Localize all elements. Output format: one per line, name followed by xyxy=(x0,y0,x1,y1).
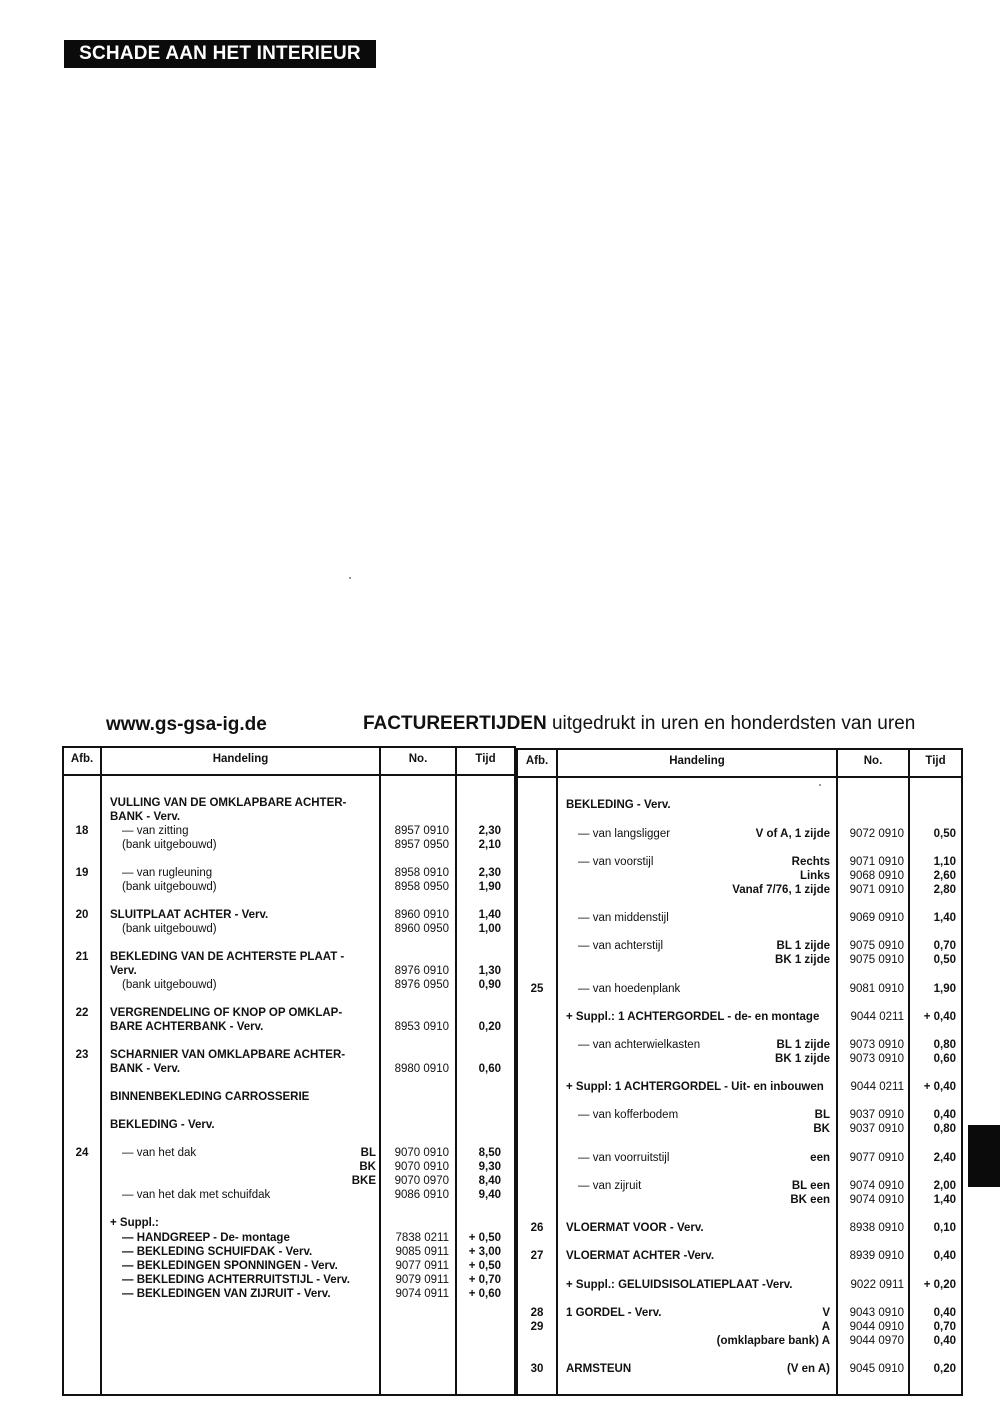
part-number: 9068 0910 xyxy=(849,870,904,882)
operation-text: — BEKLEDINGEN SPONNINGEN - Verv. xyxy=(122,1260,338,1272)
operation-text: — van rugleuning xyxy=(122,867,213,879)
time-value: 0,70 xyxy=(933,1321,956,1333)
operation-text: — van langsligger xyxy=(578,828,671,840)
header-no: No. xyxy=(863,755,883,767)
headline-bold: FACTUREERTIJDEN xyxy=(363,713,547,734)
part-number: 9022 0911 xyxy=(850,1279,904,1291)
time-value: 1,40 xyxy=(933,1194,956,1206)
time-value: + 0,70 xyxy=(468,1274,501,1286)
part-number: 9044 0970 xyxy=(849,1335,904,1347)
part-number: 8980 0910 xyxy=(394,1063,449,1075)
time-value: 1,00 xyxy=(478,923,501,935)
operation-qualifier: Links xyxy=(799,870,830,882)
operation-qualifier: BK xyxy=(359,1161,376,1173)
figure-number: 21 xyxy=(75,951,89,963)
part-number: 9044 0211 xyxy=(850,1081,904,1093)
operation-text: (bank uitgebouwd) xyxy=(122,839,217,851)
operation-text: BINNENBEKLEDING CARROSSERIE xyxy=(110,1091,310,1103)
operation-text: BEKLEDING - Verv. xyxy=(566,799,671,811)
time-value: 0,40 xyxy=(933,1335,956,1347)
operation-text: VLOERMAT ACHTER -Verv. xyxy=(566,1250,715,1262)
time-value: 1,90 xyxy=(478,881,501,893)
header-tijd: Tijd xyxy=(925,755,946,767)
part-number: 9070 0970 xyxy=(394,1175,449,1187)
operation-qualifier: een xyxy=(810,1152,830,1164)
part-number: 9037 0910 xyxy=(849,1109,904,1121)
operation-text: BANK - Verv. xyxy=(110,1063,181,1075)
operation-text: BANK - Verv. xyxy=(110,811,181,823)
time-value: 0,80 xyxy=(933,1039,956,1051)
operation-text: SCHARNIER VAN OMKLAPBARE ACHTER- xyxy=(110,1049,346,1061)
operation-text: — van zitting xyxy=(122,825,189,837)
part-number: 9077 0911 xyxy=(395,1260,449,1272)
column-divider xyxy=(100,748,102,1394)
operation-text: — van achterstijl xyxy=(578,940,664,952)
time-value: 0,90 xyxy=(478,979,501,991)
operation-text: — van middenstijl xyxy=(578,912,669,924)
part-number: 9071 0910 xyxy=(849,856,904,868)
figure-number: 26 xyxy=(530,1222,544,1234)
time-value: 1,40 xyxy=(478,909,501,921)
operation-text: BEKLEDING VAN DE ACHTERSTE PLAAT - xyxy=(110,951,345,963)
header-afb: Afb. xyxy=(70,753,94,765)
header-tijd: Tijd xyxy=(475,753,496,765)
time-value: 8,50 xyxy=(478,1147,501,1159)
part-number: 9077 0910 xyxy=(849,1152,904,1164)
part-number: 8976 0910 xyxy=(394,965,449,977)
time-value: + 0,50 xyxy=(468,1232,501,1244)
time-value: 0,60 xyxy=(478,1063,501,1075)
part-number: 9075 0910 xyxy=(849,940,904,952)
time-value: 2,40 xyxy=(933,1152,956,1164)
operation-text: — van het dak xyxy=(122,1147,197,1159)
time-value: 2,60 xyxy=(933,870,956,882)
time-value: + 3,00 xyxy=(468,1246,501,1258)
time-value: 1,30 xyxy=(478,965,501,977)
operation-text: + Suppl: 1 ACHTERGORDEL - Uit- en inbouwen xyxy=(566,1081,824,1093)
operation-qualifier: (V en A) xyxy=(786,1363,830,1375)
operation-qualifier: BL een xyxy=(791,1180,830,1192)
operation-text: — van zijruit xyxy=(578,1180,642,1192)
part-number: 9085 0911 xyxy=(395,1246,449,1258)
time-value: 1,40 xyxy=(933,912,956,924)
page-edge-tab xyxy=(968,1125,1000,1187)
time-value: 2,30 xyxy=(478,867,501,879)
headline-rest: uitgedrukt in uren en honderdsten van uren xyxy=(546,713,916,734)
time-value: 2,10 xyxy=(478,839,501,851)
operation-qualifier: Rechts xyxy=(791,856,830,868)
part-number: 7838 0211 xyxy=(395,1232,449,1244)
part-number: 9037 0910 xyxy=(849,1123,904,1135)
time-value: 1,10 xyxy=(933,856,956,868)
header-handeling: Handeling xyxy=(669,755,725,767)
time-value: 1,90 xyxy=(933,983,956,995)
operation-qualifier: BL 1 zijde xyxy=(776,940,830,952)
operation-text: — BEKLEDING SCHUIFDAK - Verv. xyxy=(122,1246,313,1258)
headline xyxy=(363,713,915,735)
operation-qualifier: BK 1 zijde xyxy=(775,954,830,966)
column-divider xyxy=(908,750,910,1394)
part-number: 8976 0950 xyxy=(394,979,449,991)
operation-text: — van het dak met schuifdak xyxy=(122,1189,271,1201)
column-divider xyxy=(556,750,558,1394)
operation-text: + Suppl.: GELUIDSISOLATIEPLAAT -Verv. xyxy=(566,1279,793,1291)
operation-text: (bank uitgebouwd) xyxy=(122,923,217,935)
operation-qualifier: BKE xyxy=(351,1175,376,1187)
part-number: 9043 0910 xyxy=(849,1307,904,1319)
part-number: 9073 0910 xyxy=(849,1053,904,1065)
time-value: 0,40 xyxy=(933,1307,956,1319)
figure-number: 27 xyxy=(530,1250,544,1262)
operation-text: ARMSTEUN xyxy=(566,1363,632,1375)
time-value: 0,40 xyxy=(933,1109,956,1121)
part-number: 8938 0910 xyxy=(849,1222,904,1234)
time-value: 2,30 xyxy=(478,825,501,837)
figure-number: 23 xyxy=(75,1049,89,1061)
time-value: + 0,40 xyxy=(923,1081,956,1093)
time-value: 0,50 xyxy=(933,954,956,966)
part-number: 9079 0911 xyxy=(395,1274,449,1286)
time-value: 0,20 xyxy=(478,1021,501,1033)
figure-number: 19 xyxy=(75,867,89,879)
time-value: 9,40 xyxy=(478,1189,501,1201)
operation-text: — BEKLEDING ACHTERRUITSTIJL - Verv. xyxy=(122,1274,350,1286)
operation-text: (bank uitgebouwd) xyxy=(122,979,217,991)
time-value: + 0,40 xyxy=(923,1011,956,1023)
part-number: 9074 0910 xyxy=(849,1180,904,1192)
website-url: www.gs-gsa-ig.de xyxy=(106,714,267,735)
figure-number: 25 xyxy=(530,983,544,995)
part-number: 8958 0910 xyxy=(394,867,449,879)
time-value: 0,10 xyxy=(933,1222,956,1234)
figure-number: 24 xyxy=(75,1147,89,1159)
time-value: 0,20 xyxy=(933,1363,956,1375)
time-value: 8,40 xyxy=(478,1175,501,1187)
operation-qualifier: BL 1 zijde xyxy=(776,1039,830,1051)
part-number: 9081 0910 xyxy=(849,983,904,995)
part-number: 9070 0910 xyxy=(394,1147,449,1159)
operation-qualifier: BK xyxy=(813,1123,830,1135)
operation-text: + Suppl.: 1 ACHTERGORDEL - de- en montage xyxy=(566,1011,820,1023)
header-afb: Afb. xyxy=(525,755,549,767)
time-value: + 0,50 xyxy=(468,1260,501,1272)
time-value: 0,40 xyxy=(933,1250,956,1262)
operation-qualifier: BL xyxy=(360,1147,376,1159)
operation-text: (bank uitgebouwd) xyxy=(122,881,217,893)
operation-qualifier: (omklapbare bank) A xyxy=(716,1335,830,1347)
time-value: + 0,60 xyxy=(468,1288,501,1300)
header-no: No. xyxy=(408,753,428,765)
part-number: 9072 0910 xyxy=(849,828,904,840)
operation-qualifier: Vanaf 7/76, 1 zijde xyxy=(732,884,830,896)
left-invoice-table xyxy=(62,746,516,1396)
operation-qualifier: BL xyxy=(814,1109,830,1121)
operation-text: SLUITPLAAT ACHTER - Verv. xyxy=(110,909,269,921)
figure-number: 22 xyxy=(75,1007,89,1019)
operation-text: — van kofferbodem xyxy=(578,1109,679,1121)
figure-number: 30 xyxy=(530,1363,544,1375)
operation-text: VLOERMAT VOOR - Verv. xyxy=(566,1222,704,1234)
operation-text: + Suppl.: xyxy=(110,1217,159,1229)
part-number: 8957 0910 xyxy=(394,825,449,837)
part-number: 9074 0911 xyxy=(395,1288,449,1300)
time-value: 0,80 xyxy=(933,1123,956,1135)
part-number: 8960 0950 xyxy=(394,923,449,935)
part-number: 9045 0910 xyxy=(849,1363,904,1375)
part-number: 8953 0910 xyxy=(394,1021,449,1033)
operation-qualifier: A xyxy=(821,1321,830,1333)
figure-number: 20 xyxy=(75,909,89,921)
time-value: 0,60 xyxy=(933,1053,956,1065)
part-number: 9075 0910 xyxy=(849,954,904,966)
operation-text: — HANDGREEP - De- montage xyxy=(122,1232,290,1244)
time-value: 9,30 xyxy=(478,1161,501,1173)
operation-text: 1 GORDEL - Verv. xyxy=(566,1307,662,1319)
part-number: 9086 0910 xyxy=(394,1189,449,1201)
part-number: 9073 0910 xyxy=(849,1039,904,1051)
operation-text: — BEKLEDINGEN VAN ZIJRUIT - Verv. xyxy=(122,1288,331,1300)
section-title: SCHADE AAN HET INTERIEUR xyxy=(64,40,376,68)
time-value: 2,80 xyxy=(933,884,956,896)
part-number: 9074 0910 xyxy=(849,1194,904,1206)
part-number: 8958 0950 xyxy=(394,881,449,893)
operation-text: — van voorruitstijl xyxy=(578,1152,670,1164)
column-divider xyxy=(379,748,381,1394)
operation-text: BARE ACHTERBANK - Verv. xyxy=(110,1021,264,1033)
operation-text: — van achterwielkasten xyxy=(578,1039,701,1051)
figure-number: 28 xyxy=(530,1307,544,1319)
speck xyxy=(349,577,351,579)
part-number: 9044 0211 xyxy=(850,1011,904,1023)
operation-text: Verv. xyxy=(110,965,137,977)
operation-text: BEKLEDING - Verv. xyxy=(110,1119,215,1131)
operation-qualifier: BK een xyxy=(790,1194,830,1206)
header-handeling: Handeling xyxy=(212,753,269,765)
part-number: 8957 0950 xyxy=(394,839,449,851)
operation-text: VERGRENDELING OF KNOP OP OMKLAP- xyxy=(110,1007,343,1019)
part-number: 8960 0910 xyxy=(394,909,449,921)
time-value: 2,00 xyxy=(933,1180,956,1192)
operation-text: — van hoedenplank xyxy=(578,983,681,995)
operation-text: — van voorstijl xyxy=(578,856,654,868)
right-invoice-table xyxy=(516,748,963,1396)
operation-qualifier: BK 1 zijde xyxy=(775,1053,830,1065)
column-divider xyxy=(836,750,838,1394)
time-value: 0,70 xyxy=(933,940,956,952)
part-number: 9070 0910 xyxy=(394,1161,449,1173)
figure-number: 18 xyxy=(75,825,89,837)
part-number: 9071 0910 xyxy=(849,884,904,896)
operation-qualifier: V xyxy=(822,1307,830,1319)
time-value: + 0,20 xyxy=(923,1279,956,1291)
part-number: 8939 0910 xyxy=(849,1250,904,1262)
figure-number: 29 xyxy=(530,1321,544,1333)
part-number: 9069 0910 xyxy=(849,912,904,924)
operation-text: VULLING VAN DE OMKLAPBARE ACHTER- xyxy=(110,797,347,809)
time-value: 0,50 xyxy=(933,828,956,840)
part-number: 9044 0910 xyxy=(849,1321,904,1333)
operation-qualifier: V of A, 1 zijde xyxy=(755,828,830,840)
